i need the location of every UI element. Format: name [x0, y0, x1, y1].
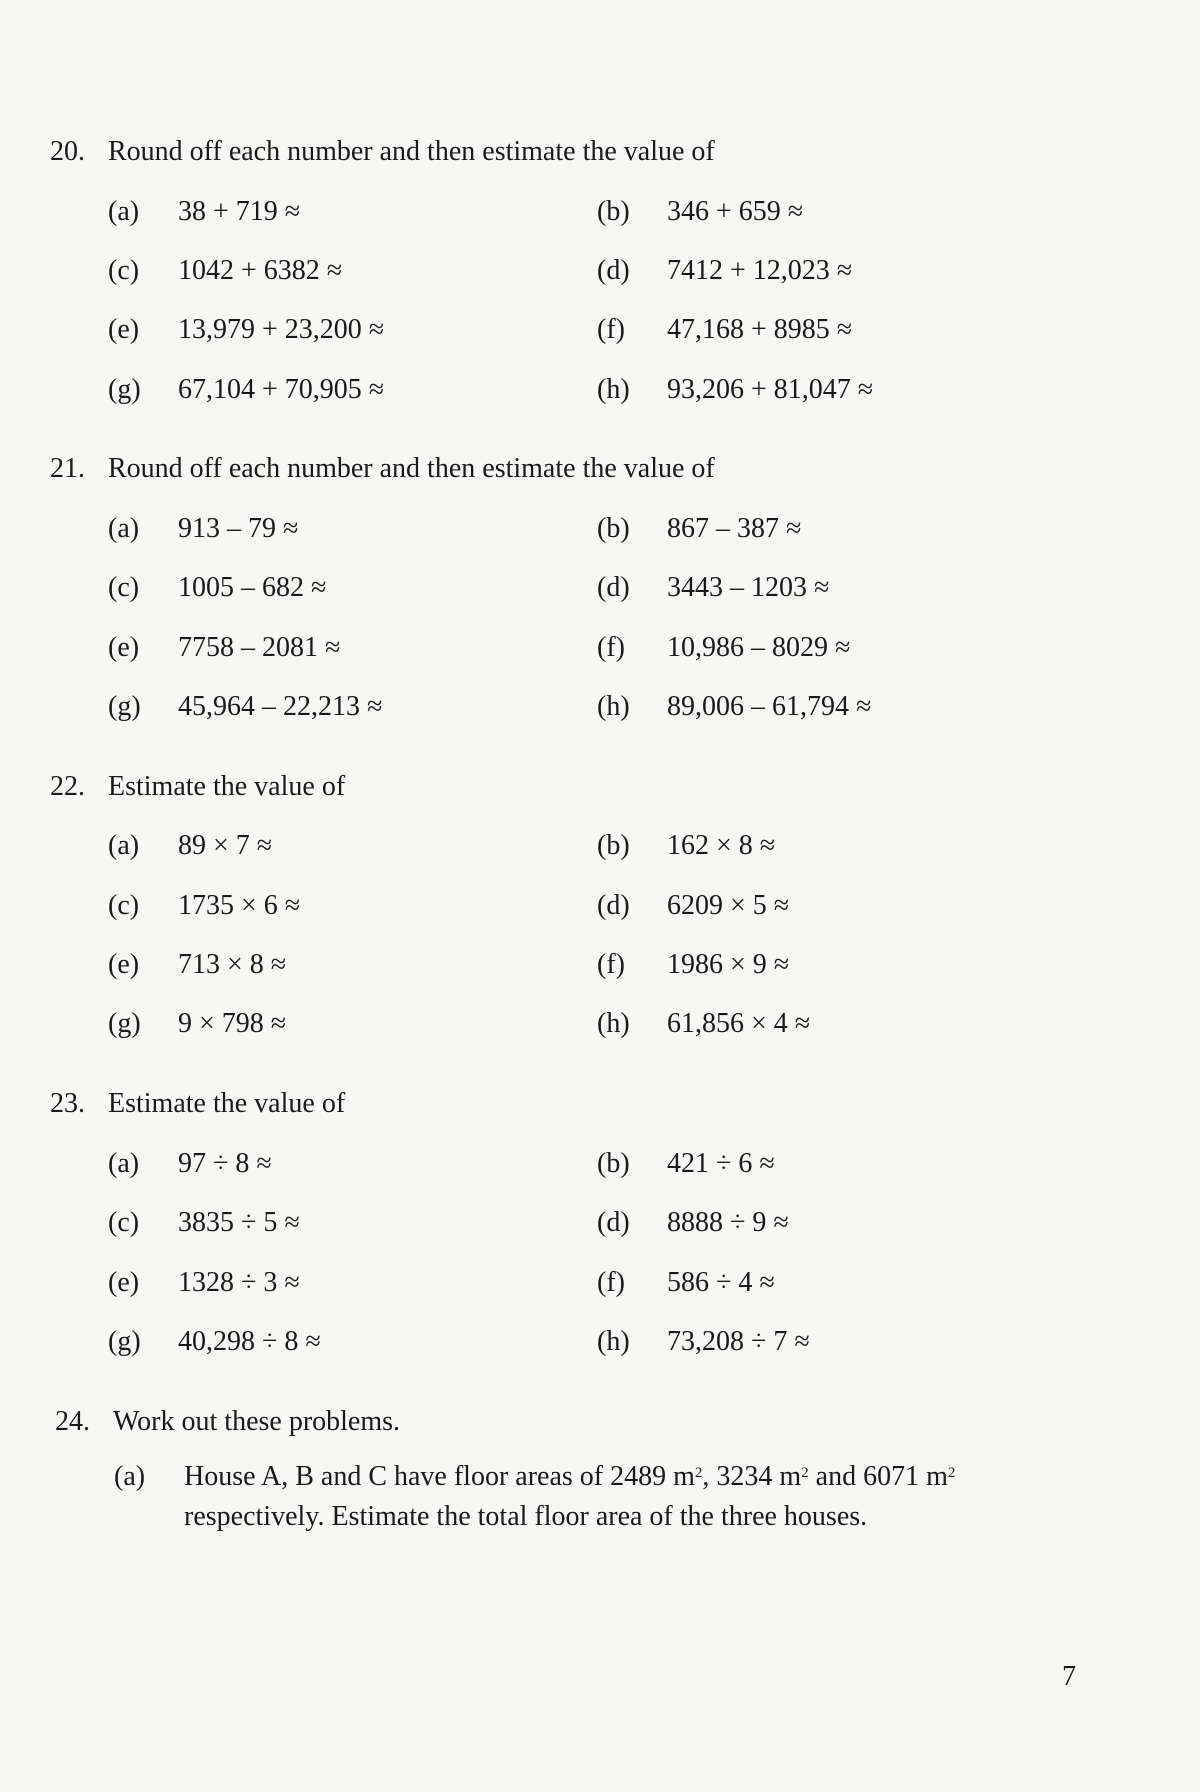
question-prompt: Work out these problems.	[113, 1406, 401, 1437]
item-label: (b)	[597, 1148, 630, 1179]
item-label: (h)	[597, 1326, 630, 1357]
q20-item-b	[597, 195, 803, 229]
question-23-heading	[50, 1087, 345, 1121]
item-label: (f)	[597, 314, 625, 345]
q21-item-f	[597, 631, 850, 665]
question-number: 24.	[55, 1406, 90, 1437]
q20-item-f	[597, 313, 852, 347]
q21-item-g	[108, 690, 382, 724]
q21-item-e	[108, 631, 340, 665]
q21-item-h	[597, 690, 871, 724]
item-expression: 97 ÷ 8 ≈	[178, 1148, 272, 1179]
q20-item-d	[597, 254, 852, 288]
item-label: (h)	[597, 691, 630, 722]
q23-item-h	[597, 1325, 810, 1359]
item-expression: 913 – 79 ≈	[178, 513, 299, 544]
item-expression: 586 ÷ 4 ≈	[667, 1267, 775, 1298]
item-expression: 7758 – 2081 ≈	[178, 632, 341, 663]
item-label: (c)	[108, 572, 140, 603]
item-label: (a)	[108, 1148, 140, 1179]
item-label: (d)	[597, 890, 630, 921]
item-label: (g)	[108, 1326, 141, 1357]
item-expression: 346 + 659 ≈	[667, 196, 804, 227]
q22-item-c	[108, 889, 300, 923]
item-expression: 47,168 + 8985 ≈	[667, 314, 853, 345]
superscript: 2	[947, 1465, 956, 1481]
item-expression: 1005 – 682 ≈	[178, 572, 327, 603]
q22-item-b	[597, 829, 775, 863]
item-label: (e)	[108, 949, 140, 980]
item-expression: 89 × 7 ≈	[178, 830, 273, 861]
item-expression: 7412 + 12,023 ≈	[667, 255, 853, 286]
question-number: 23.	[50, 1088, 85, 1119]
item-expression: 38 + 719 ≈	[178, 196, 301, 227]
item-expression: 9 × 798 ≈	[178, 1008, 287, 1039]
item-expression: 61,856 × 4 ≈	[667, 1008, 811, 1039]
item-expression: 6209 × 5 ≈	[667, 890, 790, 921]
item-label: (c)	[108, 890, 140, 921]
item-expression: 13,979 + 23,200 ≈	[178, 314, 385, 345]
q22-item-a	[108, 829, 272, 863]
question-prompt: Estimate the value of	[108, 771, 346, 802]
q22-item-g	[108, 1007, 286, 1041]
q23-item-d	[597, 1206, 789, 1240]
q22-item-d	[597, 889, 789, 923]
q20-item-e	[108, 313, 384, 347]
q23-item-e	[108, 1266, 300, 1300]
item-label: (a)	[108, 513, 140, 544]
question-number: 21.	[50, 453, 85, 484]
item-label: (f)	[597, 949, 625, 980]
item-expression: 45,964 – 22,213 ≈	[178, 691, 383, 722]
item-label: (g)	[108, 1008, 141, 1039]
item-expression: 89,006 – 61,794 ≈	[667, 691, 872, 722]
item-text: , 3234 m	[702, 1461, 802, 1492]
item-label: (b)	[597, 196, 630, 227]
item-expression: 8888 ÷ 9 ≈	[667, 1207, 789, 1238]
item-label: (f)	[597, 632, 625, 663]
question-22-heading	[50, 770, 345, 804]
q20-item-h	[597, 373, 873, 407]
q23-item-c	[108, 1206, 300, 1240]
q23-item-f	[597, 1266, 775, 1300]
q20-item-c	[108, 254, 342, 288]
superscript: 2	[801, 1465, 809, 1481]
q20-item-g	[108, 373, 384, 407]
item-text: House A, B and C have floor areas of 2489 m	[184, 1461, 695, 1492]
item-label: (h)	[597, 374, 630, 405]
page-number: 7	[1062, 1661, 1076, 1692]
item-text: and 6071 m	[808, 1461, 948, 1492]
item-expression: 73,208 ÷ 7 ≈	[667, 1326, 810, 1357]
item-label: (c)	[108, 255, 140, 286]
item-label: (d)	[597, 572, 630, 603]
q24-item-a	[114, 1457, 1084, 1537]
item-expression: 10,986 – 8029 ≈	[667, 632, 851, 663]
item-expression: 40,298 ÷ 8 ≈	[178, 1326, 321, 1357]
q22-item-h	[597, 1007, 810, 1041]
item-label: (g)	[108, 691, 141, 722]
question-prompt: Estimate the value of	[108, 1088, 346, 1119]
superscript: 2	[694, 1465, 703, 1481]
item-label: (d)	[597, 255, 630, 286]
q23-item-b	[597, 1147, 775, 1181]
item-label: (c)	[108, 1207, 140, 1238]
item-expression: 421 ÷ 6 ≈	[667, 1148, 775, 1179]
item-label: (h)	[597, 1008, 630, 1039]
q23-item-g	[108, 1325, 321, 1359]
item-expression: 3835 ÷ 5 ≈	[178, 1207, 300, 1238]
q24-line-2: respectively. Estimate the total floor area of the three houses.	[184, 1501, 868, 1532]
item-label: (f)	[597, 1267, 625, 1298]
item-expression: 1735 × 6 ≈	[178, 890, 301, 921]
q22-item-f	[597, 948, 789, 982]
item-expression: 67,104 + 70,905 ≈	[178, 374, 385, 405]
question-21-heading	[50, 452, 715, 486]
item-label: (a)	[108, 830, 140, 861]
item-label: (a)	[114, 1461, 146, 1492]
q20-item-a	[108, 195, 300, 229]
item-expression: 3443 – 1203 ≈	[667, 572, 830, 603]
question-number: 20.	[50, 136, 85, 167]
item-label: (e)	[108, 314, 140, 345]
question-number: 22.	[50, 771, 85, 802]
item-label: (a)	[108, 196, 140, 227]
item-expression: 1042 + 6382 ≈	[178, 255, 343, 286]
q21-item-c	[108, 571, 326, 605]
item-label: (g)	[108, 374, 141, 405]
item-expression: 1328 ÷ 3 ≈	[178, 1267, 300, 1298]
item-label: (d)	[597, 1207, 630, 1238]
item-expression: 93,206 + 81,047 ≈	[667, 374, 874, 405]
item-label: (e)	[108, 632, 140, 663]
q21-item-b	[597, 512, 801, 546]
q21-item-d	[597, 571, 829, 605]
item-expression: 713 × 8 ≈	[178, 949, 287, 980]
item-label: (e)	[108, 1267, 140, 1298]
question-prompt: Round off each number and then estimate the value of	[108, 136, 715, 167]
item-expression: 867 – 387 ≈	[667, 513, 802, 544]
q24-line-1	[184, 1457, 1084, 1497]
q22-item-e	[108, 948, 286, 982]
item-expression: 162 × 8 ≈	[667, 830, 776, 861]
item-label: (b)	[597, 513, 630, 544]
q23-item-a	[108, 1147, 272, 1181]
question-24-heading	[55, 1405, 400, 1439]
q21-item-a	[108, 512, 298, 546]
question-prompt: Round off each number and then estimate the value of	[108, 453, 715, 484]
item-expression: 1986 × 9 ≈	[667, 949, 790, 980]
item-label: (b)	[597, 830, 630, 861]
question-20-heading	[50, 135, 715, 169]
